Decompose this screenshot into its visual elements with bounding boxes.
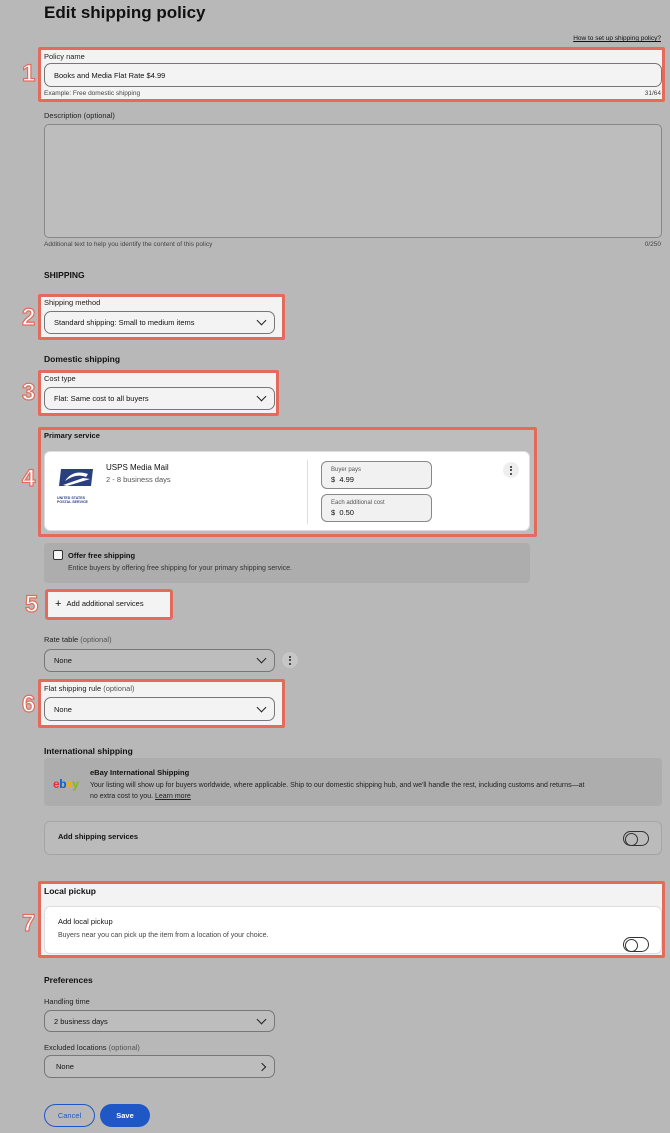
flat-rule-optional: (optional) <box>103 684 135 693</box>
chevron-down-icon <box>257 1014 267 1024</box>
preferences-heading: Preferences <box>44 975 93 985</box>
description-textarea[interactable] <box>44 124 662 238</box>
usps-logo-text: UNITED STATES POSTAL SERVICE <box>57 496 88 504</box>
international-program-text: Your listing will show up for buyers worldwide, where applicable. Ship to our domestic shipping hub, and we'll handle the rest, including customs and returns—at <box>90 782 585 789</box>
rate-table-more-icon[interactable] <box>282 652 298 668</box>
local-pickup-heading: Local pickup <box>44 886 96 896</box>
chevron-down-icon <box>257 392 267 402</box>
plus-icon: + <box>55 597 62 610</box>
more-options-icon[interactable] <box>503 462 519 478</box>
add-shipping-services-toggle[interactable] <box>623 831 649 846</box>
free-shipping-description: Entice buyers by offering free shipping for your primary shipping service. <box>68 565 292 572</box>
international-heading: International shipping <box>44 746 133 756</box>
buyer-pays-field[interactable] <box>321 461 432 489</box>
international-program-text-line2: no extra cost to you. <box>90 793 154 800</box>
cost-type-value: Flat: Same cost to all buyers <box>54 394 149 403</box>
annotation-3: 3 <box>22 379 36 406</box>
buyer-pays-value: 4.99 <box>339 474 354 484</box>
shipping-method-label: Shipping method <box>44 298 101 307</box>
handling-time-label: Handling time <box>44 997 90 1006</box>
divider <box>307 460 308 524</box>
policy-name-hint: Example: Free domestic shipping <box>44 90 141 97</box>
handling-time-value: 2 business days <box>54 1016 108 1026</box>
local-pickup-title: Add local pickup <box>58 917 113 926</box>
shipping-heading: SHIPPING <box>44 270 85 280</box>
shipping-method-value: Standard shipping: Small to medium items <box>54 318 195 327</box>
policy-name-counter: 31/64 <box>644 90 661 97</box>
cost-type-select[interactable] <box>44 387 275 410</box>
free-shipping-checkbox[interactable] <box>53 550 63 560</box>
excluded-locations-value: None <box>56 1062 74 1071</box>
local-pickup-card <box>44 906 662 954</box>
flat-rule-label <box>44 684 135 693</box>
international-program-text-2 <box>90 793 191 800</box>
local-pickup-description: Buyers near you can pick up the item from a location of your choice. <box>58 932 269 939</box>
service-time: 2 - 8 business days <box>106 475 171 484</box>
shipping-method-select[interactable] <box>44 311 275 334</box>
primary-service-card <box>44 451 530 531</box>
free-shipping-card <box>44 543 530 583</box>
primary-service-heading: Primary service <box>44 431 100 440</box>
each-additional-value: 0.50 <box>339 507 354 517</box>
excluded-locations-label <box>44 1043 140 1052</box>
annotation-1: 1 <box>22 60 36 87</box>
excluded-locations-select[interactable] <box>44 1055 275 1078</box>
local-pickup-toggle[interactable] <box>623 937 649 952</box>
policy-name-input[interactable]: Books and Media Flat Rate $4.99 <box>44 63 662 87</box>
flat-rule-select[interactable] <box>44 697 275 721</box>
flat-rule-label-text: Flat shipping rule <box>44 684 102 693</box>
help-link[interactable]: How to set up shipping policy? <box>573 35 661 42</box>
excluded-locations-optional: (optional) <box>108 1043 140 1052</box>
free-shipping-label: Offer free shipping <box>68 551 136 560</box>
learn-more-link[interactable]: Learn more <box>155 793 191 800</box>
rate-table-value: None <box>54 656 72 665</box>
rate-table-select[interactable] <box>44 649 275 672</box>
page-title: Edit shipping policy <box>44 3 206 22</box>
service-name: USPS Media Mail <box>106 463 169 472</box>
description-counter: 0/250 <box>644 241 661 248</box>
add-services-button[interactable] <box>55 599 144 608</box>
cancel-button[interactable]: Cancel <box>44 1104 95 1127</box>
description-label: Description (optional) <box>44 111 115 120</box>
buyer-pays-label: Buyer pays <box>331 466 362 473</box>
domestic-shipping-heading: Domestic shipping <box>44 354 121 364</box>
annotation-5: 5 <box>25 591 39 618</box>
save-button[interactable]: Save <box>100 1104 150 1127</box>
each-additional-label: Each additional cost <box>331 499 385 506</box>
ebay-logo: ebay <box>53 777 79 791</box>
description-hint: Additional text to help you identify the content of this policy <box>44 241 213 248</box>
flat-rule-value: None <box>54 704 72 714</box>
usps-logo <box>57 466 95 504</box>
chevron-down-icon <box>257 702 267 712</box>
rate-table-optional: (optional) <box>80 635 112 644</box>
handling-time-select[interactable] <box>44 1010 275 1032</box>
each-additional-currency: $ <box>331 507 336 517</box>
chevron-down-icon <box>257 316 267 326</box>
chevron-right-icon <box>258 1062 266 1070</box>
add-shipping-services-label: Add shipping services <box>58 832 139 841</box>
international-program-title: eBay International Shipping <box>90 768 190 777</box>
annotation-2: 2 <box>22 304 36 331</box>
annotation-7: 7 <box>22 910 36 937</box>
annotation-4: 4 <box>22 465 36 492</box>
chevron-down-icon <box>257 654 267 664</box>
excluded-locations-label-text: Excluded locations <box>44 1043 107 1052</box>
each-additional-field[interactable] <box>321 494 432 522</box>
buyer-pays-currency: $ <box>331 474 336 484</box>
policy-name-label: Policy name <box>44 52 85 61</box>
annotation-6: 6 <box>22 691 36 718</box>
rate-table-label <box>44 635 112 644</box>
rate-table-label-text: Rate table <box>44 635 79 644</box>
cost-type-label: Cost type <box>44 374 76 383</box>
add-services-label: Add additional services <box>66 599 144 608</box>
